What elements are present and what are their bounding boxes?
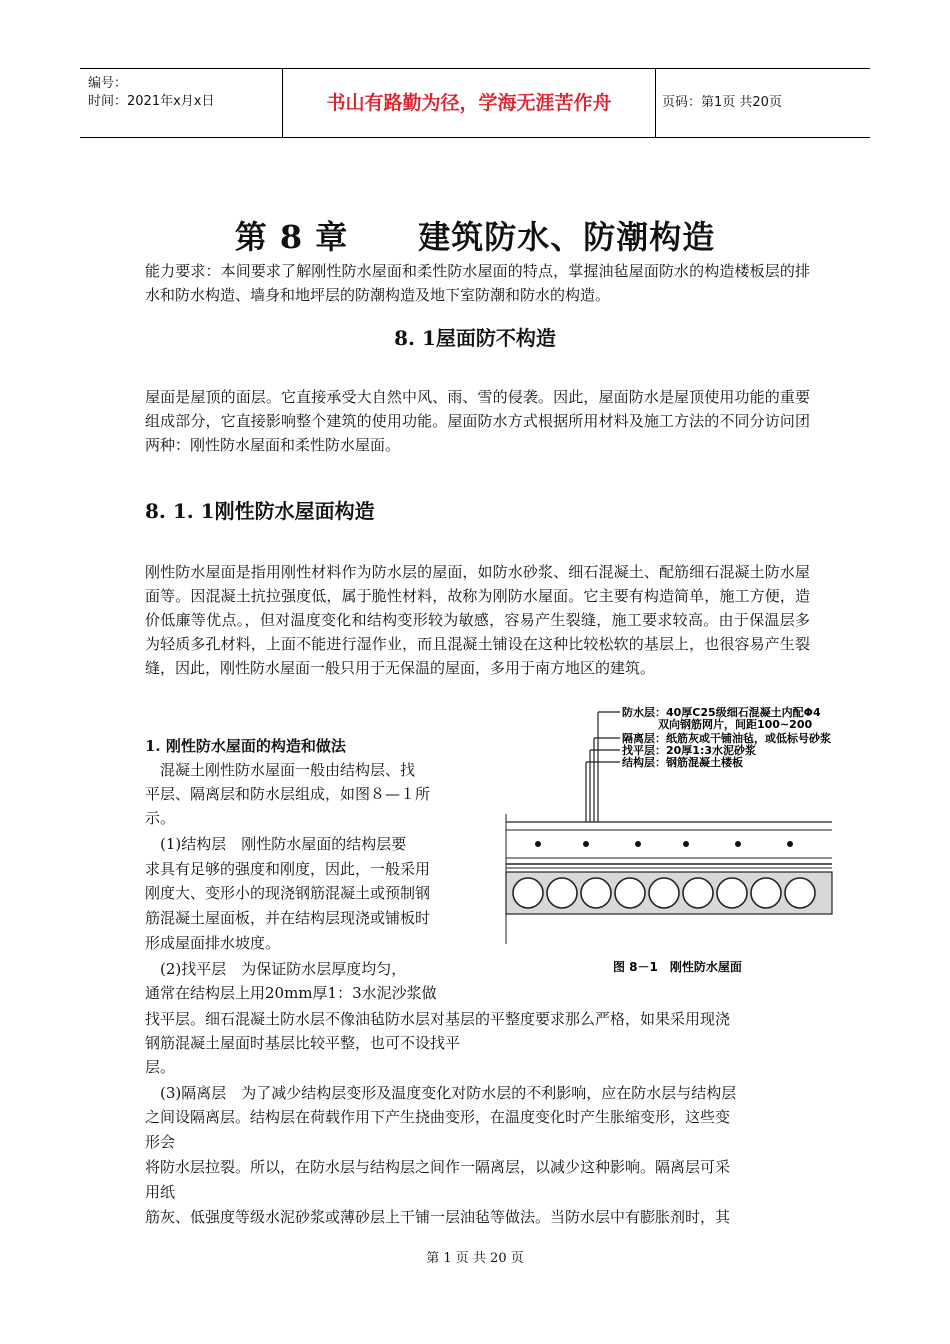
figure-label: 防水层：40厚C25级细石混凝土内配Φ4 [622, 706, 821, 719]
header-divider [655, 69, 656, 137]
slab-hollow [717, 878, 747, 908]
section-title: 8. 1屋面防不构造 [394, 326, 556, 350]
rebar-dot [787, 841, 793, 847]
text-line: (2)找平层 为保证防水层厚度均匀， [145, 960, 407, 978]
text-line: 求具有足够的强度和刚度，因此，一般采用 [145, 860, 431, 878]
intro-paragraph: 能力要求：本间要求了解刚性防水屋面和柔性防水屋面的特点，掌握油毡屋面防水的构造楼板层的排水和防水构造、墙身和地坪层的防潮构造及地下室防潮和防水的构造。 [145, 262, 810, 304]
slab-hollow [547, 878, 577, 908]
slab-hollow [513, 878, 543, 908]
rebar-dot [683, 841, 689, 847]
figure-label: 结构层：钢筋混凝土楼板 [622, 756, 743, 769]
figure-label: 双向钢筋网片，间距100~200 [658, 718, 813, 731]
subsection-title: 8. 1. 1刚性防水屋面构造 [145, 499, 375, 523]
slab-hollow [615, 878, 645, 908]
text-line: 形成屋面排水坡度。 [145, 934, 281, 952]
text-line: (1)结构层 刚性防水屋面的结构层要 [145, 835, 407, 853]
rebar-dot [735, 841, 741, 847]
text-line: 层。 [145, 1058, 176, 1076]
text-line: 将防水层拉裂。所以，在防水层与结构层之间作一隔离层，以减少这种影响。隔离层可采 [145, 1158, 731, 1176]
text-line: 钢筋混凝土屋面时基层比较平整，也可不设找平 [145, 1034, 461, 1052]
item-heading: 1. 刚性防水屋面的构造和做法 [145, 737, 346, 755]
header-number: 编号： [88, 76, 128, 91]
figure-caption: 图 8－1 刚性防水屋面 [613, 960, 742, 974]
text-line: 示。 [145, 809, 176, 827]
page-header [80, 68, 870, 138]
slab-hollow [649, 878, 679, 908]
text-line: 刚度大、变形小的现浇钢筋混凝土或预制钢 [145, 884, 431, 902]
header-motto: 书山有路勤为径，学海无涯苦作舟 [326, 92, 612, 114]
section-paragraph: 屋面是屋顶的面层。它直接承受大自然中风、雨、雪的侵袭。因此，屋面防水是屋顶使用功能的重要组成部分，它直接影响整个建筑的使用功能。屋面防水方式根据所用材料及施工方法的不同分访问团两种：刚性防水屋面和柔性防水屋面。 [145, 388, 810, 454]
text-line: 混凝土刚性防水屋面一般由结构层、找 [145, 761, 416, 779]
header-meta [88, 75, 288, 111]
text-line: 用纸 [145, 1183, 176, 1201]
slab-hollow [785, 878, 815, 908]
page-footer: 第 1 页 共 20 页 [426, 1251, 524, 1266]
text-line: (3)隔离层 为了减少结构层变形及温度变化对防水层的不利影响，应在防水层与结构层 [145, 1084, 737, 1102]
header-page: 页码：第1页 共20页 [662, 95, 782, 110]
rebar-dot [583, 841, 589, 847]
text-line: 形会 [145, 1133, 176, 1151]
slab-hollow [683, 878, 713, 908]
text-line: 平层、隔离层和防水层组成，如图８—１所 [145, 785, 431, 803]
chapter-title [0, 212, 950, 258]
chapter-number: 第 8 章 [234, 218, 349, 256]
chapter-name: 建筑防水、防潮构造 [418, 218, 716, 256]
figure-label: 找平层：20厚1:3水泥砂浆 [622, 744, 757, 757]
header-date: 时间：2021年x月x日 [88, 94, 215, 109]
rebar-dot [635, 841, 641, 847]
text-line: 筋混凝土屋面板，并在结构层现浇或铺板时 [145, 909, 431, 927]
text-line: 之间设隔离层。结构层在荷载作用下产生挠曲变形，在温度变化时产生胀缩变形，这些变 [145, 1108, 731, 1126]
slab-hollow [751, 878, 781, 908]
slab-hollow [581, 878, 611, 908]
subsection-paragraph: 刚性防水屋面是指用刚性材料作为防水层的屋面，如防水砂浆、细石混凝土、配筋细石混凝土防水屋面等。因混凝土抗拉强度低，属于脆性材料，故称为刚防水屋面。它主要有构造简单，施工方便，造价低廉等优点。，但对温度变化和结构变形较为敏感，容易产生裂缝，施工要求较高。由于保温层多为轻质多孔材料，上面不能进行湿作业，而且混凝土铺设在这种比较松软的基层上，也很容易产生裂缝，因此，刚性防水屋面一般只用于无保温的屋面，多用于南方地区的建筑。 [145, 563, 810, 677]
text-line: 通常在结构层上用20mm厚1：3水泥沙浆做 [145, 984, 437, 1002]
text-line: 筋灰、低强度等级水泥砂浆或薄砂层上干铺一层油毡等做法。当防水层中有膨胀剂时，其 [145, 1208, 731, 1226]
rebar-dot [535, 841, 541, 847]
roof-section-figure [498, 694, 880, 994]
text-line: 找平层。细石混凝土防水层不像油毡防水层对基层的平整度要求那么严格，如果采用现浇 [145, 1010, 731, 1028]
figure-label: 隔离层：纸筋灰或干铺油毡，或低标号砂浆 [622, 732, 831, 745]
